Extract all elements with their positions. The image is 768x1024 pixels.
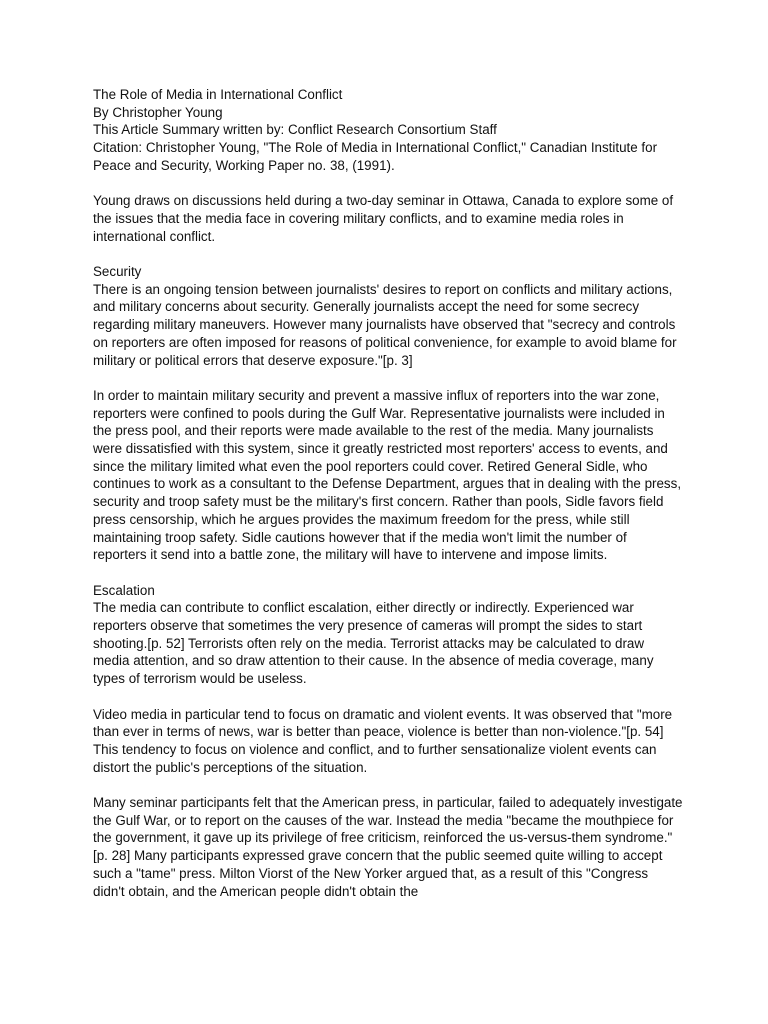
spacer — [93, 175, 683, 193]
section-paragraph: There is an ongoing tension between journalists' desires to report on conflicts and military actions, and military concerns about security. Generally journalists accept the need for some secrecy regarding military maneuvers. However many journalists have observed that "secrecy and controls on reporters are often imposed for reasons of political convenience, for example to avoid blame for military or political errors that deserve exposure."[p. 3] — [93, 281, 677, 368]
document-author: By Christopher Young — [93, 104, 223, 120]
section-heading-escalation: Escalation — [93, 582, 155, 598]
section-heading-security: Security — [93, 264, 142, 279]
section-paragraph: The media can contribute to conflict escalation, either directly or indirectly. Experienced war reporters observe that sometimes the very presence of cameras will prompt the sides to start shooting.[p. 52] Terrorists often rely on the media. Terrorist attacks may be calculated to draw media attention, and so draw attention to their cause. In the absence of media coverage, many types of terrorism would be useless. — [93, 600, 654, 687]
document-title: The Role of Media in International Conflict — [93, 87, 343, 102]
document-body — [93, 86, 683, 918]
section-paragraph: Video media in particular tend to focus on dramatic and violent events. It was observed that "more than ever in terms of news, war is better than peace, violence is better than non-violence."[p. 54] This tendency to focus on violence and conflict, and to further sensationalize violent events can distort the public's perceptions of the situation. — [93, 706, 673, 775]
section-security — [93, 263, 683, 564]
section-paragraph: In order to maintain military security and prevent a massive influx of reporters into the war zone, reporters were confined to pools during the Gulf War. Representative journalists were included in the press pool, and their reports were made available to the rest of the media. Many journalists were dissatisfied with this system, since it greatly restricted most reporters' access to events, and since the military limited what even the pool reporters could cover. Retired General Sidle, who continues to work as a consultant to the Defense Department, argues that in dealing with the press, security and troop safety must be the military's first concern. Rather than pools, Sidle favors field press censorship, which he argues provides the maximum freedom for the press, while still maintaining troop safety. Sidle cautions however that if the media won't limit the number of reporters it send into a battle zone, the military will have to intervene and impose limits. — [93, 387, 682, 563]
document-header — [93, 86, 683, 175]
summary-credit: This Article Summary written by: Conflict Research Consortium Staff — [93, 122, 497, 138]
citation: Citation: Christopher Young, "The Role of Media in International Conflict," Canadian Institute for Peace and Security, Working Paper no. 38, (1991). — [93, 140, 658, 173]
intro-paragraph: Young draws on discussions held during a two-day seminar in Ottawa, Canada to explore some of the issues that the media face in covering military conflicts, and to examine media roles in international conflict. — [93, 193, 674, 244]
section-paragraph: Many seminar participants felt that the American press, in particular, failed to adequately investigate the Gulf War, or to report on the causes of the war. Instead the media "became the mouthpiece for the government, it gave up its privilege of free criticism, reinforced the us-versus-them syndrome."[p. 28] Many participants expressed grave concern that the public seemed quite willing to accept such a "tame" press. Milton Viorst of the New Yorker argued that, as a result of this "Congress didn't obtain, and the American people didn't obtain the — [93, 795, 683, 899]
section-escalation — [93, 582, 683, 901]
